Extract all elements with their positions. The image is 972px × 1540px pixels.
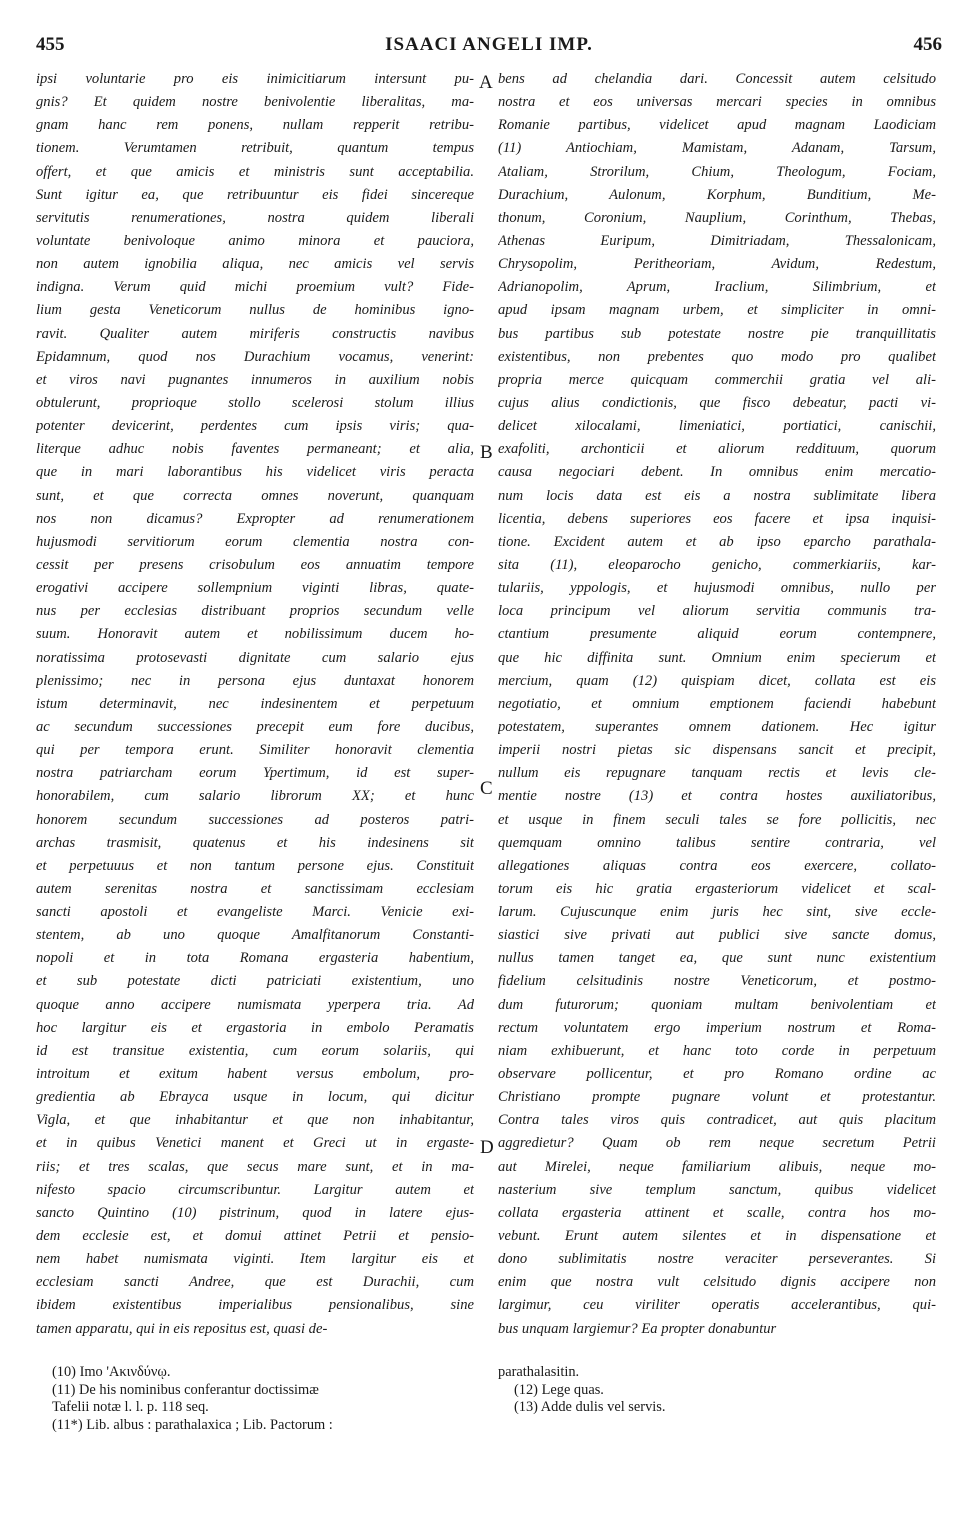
text-line: dum futurorum; quoniam multam benivolentiam et <box>498 996 936 1013</box>
text-line: sunt, et que correcta omnes noverunt, quanquam <box>36 487 474 504</box>
footnote: (10) Imo 'Ακινδύνῳ. <box>52 1364 171 1380</box>
text-line: tulariis, yppologis, et hujusmodi omnibus, nullo per <box>498 580 936 597</box>
text-line: Adrianopolim, Aprum, Iraclium, Silimbrium, et <box>498 279 936 296</box>
text-line: que hic diffinita sunt. Omnium enim specierum et <box>498 649 936 666</box>
text-line: nopoli et in tota Romana ergasteria habentium, <box>36 950 474 967</box>
text-line: potenter devicerint, perdentes cum ipsis viris; qua- <box>36 418 474 435</box>
text-line: licentia, debens superiores eos facere et ipsa inquisi- <box>498 510 936 527</box>
text-line: bens ad chelandia dari. Concessit autem celsitudo <box>498 71 936 87</box>
section-marker-d: D <box>480 1137 494 1158</box>
text-line: propria merce quicquam commerchii gratia vel ali- <box>498 371 936 388</box>
text-line: enim que nostra vult celsitudo dignis accipere non <box>498 1274 936 1291</box>
footnote: (11) De his nominibus conferantur doctissimæ <box>52 1381 319 1398</box>
text-line: plenissimo; nec in persona ejus duntaxat honorem <box>36 672 474 689</box>
text-line: Sunt igitur ea, que retribuuntur eis fidei sincereque <box>36 186 474 203</box>
text-line: voluntate benivoloque animo minora et pauciora, <box>36 232 474 249</box>
text-line: cessit per presens crisobulum eos annuatim tempore <box>36 556 474 573</box>
text-line: Epidamnum, quod nos Durachium vocamus, venerint: <box>36 348 474 365</box>
text-line: gredientia ab Ebrayca usque in locum, qui dicitur <box>36 1089 474 1106</box>
text-line: quemquam omnino talibus sentire contraria, vel <box>498 834 936 851</box>
text-line: archas trasmisit, quatenus et his indesinens sit <box>36 834 474 851</box>
text-line: et perpetuuus et non tantum persone ejus. Constituit <box>36 857 474 874</box>
text-line: delicet xilocalami, limeniatici, portiatici, canischii, <box>498 418 936 435</box>
text-line: et sub potestate dicti patriciati existentium, uno <box>36 973 474 990</box>
text-line: offert, et que amicis et ministris sunt acceptabilia. <box>36 163 474 180</box>
text-line: niam exhibuerunt, et hanc toto corde in perpetuum <box>498 1042 936 1059</box>
text-line: bus unquam largiemur? Ea propter donabuntur <box>498 1320 777 1337</box>
text-line: suum. Honoravit autem et nobilissimum ducem ho- <box>36 626 474 643</box>
text-line: cujus alius condictionis, que fisco debeatur, pacti vi- <box>498 394 936 411</box>
text-line: rectum voluntatem ergo imperium nostrum et Roma- <box>498 1019 936 1036</box>
text-line: autem serenitas nostra et sanctissimam ecclesiam <box>36 880 474 897</box>
footnotes-left <box>52 1364 472 1434</box>
text-line: ibidem existentibus imperialibus pensionalibus, sine <box>36 1297 474 1314</box>
text-line: introitum et exitum habent versus embolum, pro- <box>36 1066 474 1083</box>
text-line: bus partibus sub potestate nostre pie tranquillitatis <box>498 325 936 342</box>
text-line: mentie nostre (13) et contra hostes auxiliatoribus, <box>498 788 936 805</box>
text-line: Contra tales viros quis contradicet, aut quis placitum <box>498 1112 936 1129</box>
text-line: largimur, ceu viriliter operatis accelerantibus, qui- <box>498 1297 936 1314</box>
text-line: tamen apparatu, qui in eis repositus est, quasi de- <box>36 1320 328 1337</box>
footnotes-right <box>498 1364 918 1417</box>
text-line: thonum, Coronium, Nauplium, Corinthum, Thebas, <box>498 209 936 226</box>
text-line: qui per tempora erunt. Similiter honoravit clementia <box>36 742 474 759</box>
footnote: (12) Lege quas. <box>514 1381 604 1398</box>
text-line: causa negociari debent. In omnibus enim mercatio- <box>498 464 936 481</box>
text-line: literque adhuc nobis faventes permaneant; et alia, <box>36 441 474 458</box>
text-line: potestatem, superantes omnem dationem. Hec igitur <box>498 718 936 735</box>
text-line: nostra patriarcham eorum Ypertimum, id est super- <box>36 765 474 782</box>
text-line: Chrysopolim, Peritheoriam, Avidum, Redestum, <box>498 256 936 273</box>
text-line: Athenas Euripum, Dimitriadam, Thessalonicam, <box>498 232 936 249</box>
text-line: hujusmodi servitiorum eorum clementia nostra con- <box>36 533 474 550</box>
text-line: sancti apostoli et evangeliste Marci. Venicie exi- <box>36 904 474 921</box>
page-header <box>36 34 942 62</box>
text-line: Romanie partibus, videlicet apud magnam Laodiciam <box>498 117 936 134</box>
text-line: erogativi accipere sollempnium viginti libras, quate- <box>36 580 474 597</box>
text-line: sancto Quintino (10) pistrinum, quod in latere ejus- <box>36 1204 474 1221</box>
text-line: gnam hanc rem ponens, nullam repperit retribu- <box>36 117 474 134</box>
text-line: honorem secundum successiones ad posteros patri- <box>36 811 474 828</box>
text-line: fidelium celsitudinis nostre Veneticorum, et postmo- <box>498 973 936 990</box>
section-marker-c: C <box>480 778 493 799</box>
text-line: dono sublimitatis nostre veraciter perseverantes. Si <box>498 1251 936 1268</box>
text-line: obtulerunt, proprioque stollo scelerosi stolum illius <box>36 394 474 411</box>
text-line: num locis data est eis a nostra sublimitate libera <box>498 487 936 504</box>
text-line: tionem. Verumtamen retribuit, quantum tempus <box>36 140 474 157</box>
text-line: (11) Antiochiam, Mamistam, Adanam, Tarsum, <box>498 140 936 157</box>
text-line: exafoliti, archonticii et aliorum reddituum, quorum <box>498 441 936 458</box>
text-line: et in quibus Venetici manent et Greci ut in ergaste- <box>36 1135 474 1152</box>
right-text-column <box>498 68 936 1341</box>
text-line: Vigla, et que inhabitantur et que non inhabitantur, <box>36 1112 474 1129</box>
text-line: ac secundum successiones precepit eum fore ducibus, <box>36 718 474 735</box>
text-line: imperii nostri pietas sic dispensans sancit et precipit, <box>498 742 936 759</box>
text-line: honorabilem, cum salario librorum XX; et hunc <box>36 788 474 805</box>
text-line: indigna. Verum quid michi proemium vult? Fide- <box>36 279 474 296</box>
running-title: ISAACI ANGELI IMP. <box>385 34 593 55</box>
text-line: ctantium presumente aliquid eorum contempnere, <box>498 626 936 643</box>
text-line: ipsi voluntarie pro eis inimicitiarum intersunt pu- <box>36 71 474 87</box>
text-line: observare pollicentur, et pro Romano ordine ac <box>498 1066 936 1083</box>
text-line: hoc largitur eis et ergastoria in embolo Peramatis <box>36 1019 474 1036</box>
text-line: non autem ignobilia aliqua, nec amicis vel servis <box>36 256 474 273</box>
text-line: et usque in finem seculi tales se fore pollicitis, nec <box>498 811 936 828</box>
text-line: Christiano prompte pugnare volunt et protestantur. <box>498 1089 936 1106</box>
text-line: negotiatio, et omnium emptionem faciendi habebunt <box>498 695 936 712</box>
text-line: riis; et tres scalas, que secus mare sunt, et in ma- <box>36 1158 474 1175</box>
footnote: Tafelii notæ l. l. p. 118 seq. <box>52 1399 209 1415</box>
text-line: servitutis renumerationes, nostra quidem liberali <box>36 209 474 226</box>
text-line: id est transitue existentia, cum eorum solariis, qui <box>36 1042 474 1059</box>
text-line: istum determinavit, nec indesinentem et perpetuum <box>36 695 474 712</box>
text-line: nem habet numismata viginti. Item largitur eis et <box>36 1251 474 1268</box>
text-line: sita (11), eleoparocho genicho, commerkiariis, kar- <box>498 556 936 573</box>
text-line: quoque anno accipere numismata yperpera tria. Ad <box>36 996 474 1013</box>
text-line: nullum eis repugnare tanquam rectis et levis cle- <box>498 765 936 782</box>
text-line: nullus tamen tanget ea, que sunt nunc existentium <box>498 950 936 967</box>
text-line: ecclesiam sancti Andree, que est Durachii, cum <box>36 1274 474 1291</box>
section-marker-a: A <box>479 72 493 93</box>
text-line: vebunt. Erunt autem silentes et in dispensatione et <box>498 1228 936 1245</box>
text-line: nostra et eos universas mercari species in omnibus <box>498 94 936 111</box>
footnote: (13) Adde dulis vel servis. <box>514 1399 666 1415</box>
text-line: nos non dicamus? Expropter ad renumerationem <box>36 510 474 527</box>
text-line: aggredietur? Quam ob rem neque secretum Petrii <box>498 1135 936 1152</box>
page-number-right: 456 <box>913 34 942 55</box>
text-line: nasterium sive templum sanctum, quibus videlicet <box>498 1181 936 1198</box>
text-line: ravit. Qualiter autem miriferis constructis navibus <box>36 325 474 342</box>
text-line: noratissima protosevasti dignitate cum salario ejus <box>36 649 474 666</box>
text-line: que in mari laborantibus his videlicet viris peracta <box>36 464 474 481</box>
text-line: stentem, ab uno quoque Amalfitanorum Constanti- <box>36 927 474 944</box>
text-line: mercium, quam (12) quispiam dicet, collata est eis <box>498 672 936 689</box>
text-line: apud ipsam magnam urbem, et simpliciter in omni- <box>498 302 936 319</box>
footnote: (11*) Lib. albus : parathalaxica ; Lib. Pactorum : <box>52 1416 333 1433</box>
text-line: dem ecclesie est, et domui attinet Petrii et pensio- <box>36 1228 474 1245</box>
text-line: gnis? Et quidem nostre benivolentie liberalitas, ma- <box>36 94 474 111</box>
text-line: existentibus, non prebentes quo modo pro qualibet <box>498 348 936 365</box>
text-line: torum eis hic gratia ergasteriorum videlicet et scal- <box>498 880 936 897</box>
footnote: parathalasitin. <box>498 1364 580 1380</box>
text-line: aut Mirelei, neque familiarium alibuis, neque mo- <box>498 1158 936 1175</box>
text-line: siastici sive privati aut publici sive sancte domus, <box>498 927 936 944</box>
text-line: Durachium, Aulonum, Korphum, Bunditium, Me- <box>498 186 936 203</box>
text-line: nus per ecclesias distribuant proprios secundum velle <box>36 603 474 620</box>
text-line: Ataliam, Strorilum, Chium, Theologum, Fociam, <box>498 163 936 180</box>
text-line: nifesto spacio circumscribuntur. Largitur autem et <box>36 1181 474 1198</box>
text-line: et viros navi pugnantes innumeros in auxilium nobis <box>36 371 474 388</box>
text-line: tione. Excident autem et ab ipso eparcho parathala- <box>498 533 936 550</box>
text-line: loca principum vel aliorum servitia communis tra- <box>498 603 936 620</box>
text-line: larum. Cujuscunque enim juris hec sint, sive eccle- <box>498 904 936 921</box>
text-line: allegationes aliquas contra eos exercere, collato- <box>498 857 936 874</box>
text-line: lium gesta Veneticorum nullus de hominibus igno- <box>36 302 474 319</box>
text-line: collata ergasteria attinent et scalle, contra hos mo- <box>498 1204 936 1221</box>
left-text-column <box>36 68 474 1341</box>
section-marker-b: B <box>480 442 493 463</box>
page-number-left: 455 <box>36 34 65 55</box>
